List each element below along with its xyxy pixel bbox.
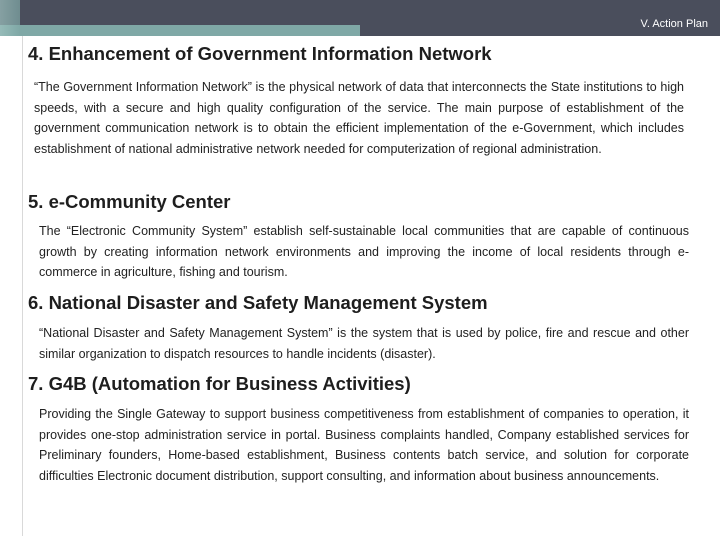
section-label: V. Action Plan xyxy=(640,18,708,30)
header-accent-stripe xyxy=(0,25,360,36)
body-disaster-safety: “National Disaster and Safety Management System” is the system that is used by police, fire and rescue and other similar organization to dispatch resources to handle incidents (disaster). xyxy=(39,326,689,361)
body-e-community: The “Electronic Community System” establish self-sustainable local communities that are capable of continuous growth by creating information network environments and improving the income of local residents through e-commerce in agriculture, fishing and tourism. xyxy=(39,224,689,279)
heading-disaster-safety: 6. National Disaster and Safety Management System xyxy=(28,292,488,313)
header-left-edge xyxy=(0,0,20,36)
body-g4b: Providing the Single Gateway to support business competitiveness from establishment of companies to operation, it provides one-stop administration service in portal. Business complaints handled, Company established services for Preliminary founders, Home-based establishment, Business contents batch service, and solution for corporate difficulties Electronic document distribution, support consulting, and information about business announcements. xyxy=(39,407,689,483)
body-gov-network: “The Government Information Network” is the physical network of data that interconnects the State institutions to high speeds, with a secure and high quality configuration of the service. The main purpose of establishment of the government communication network is to obtain the efficient implementation of the e-Government, which includes establishment of national administrative network needed for computerization of regional administration. xyxy=(34,80,684,156)
heading-gov-network: 4. Enhancement of Government Information Network xyxy=(28,43,492,64)
heading-e-community: 5. e-Community Center xyxy=(28,191,231,212)
left-divider xyxy=(22,36,23,536)
heading-g4b: 7. G4B (Automation for Business Activities) xyxy=(28,373,411,394)
